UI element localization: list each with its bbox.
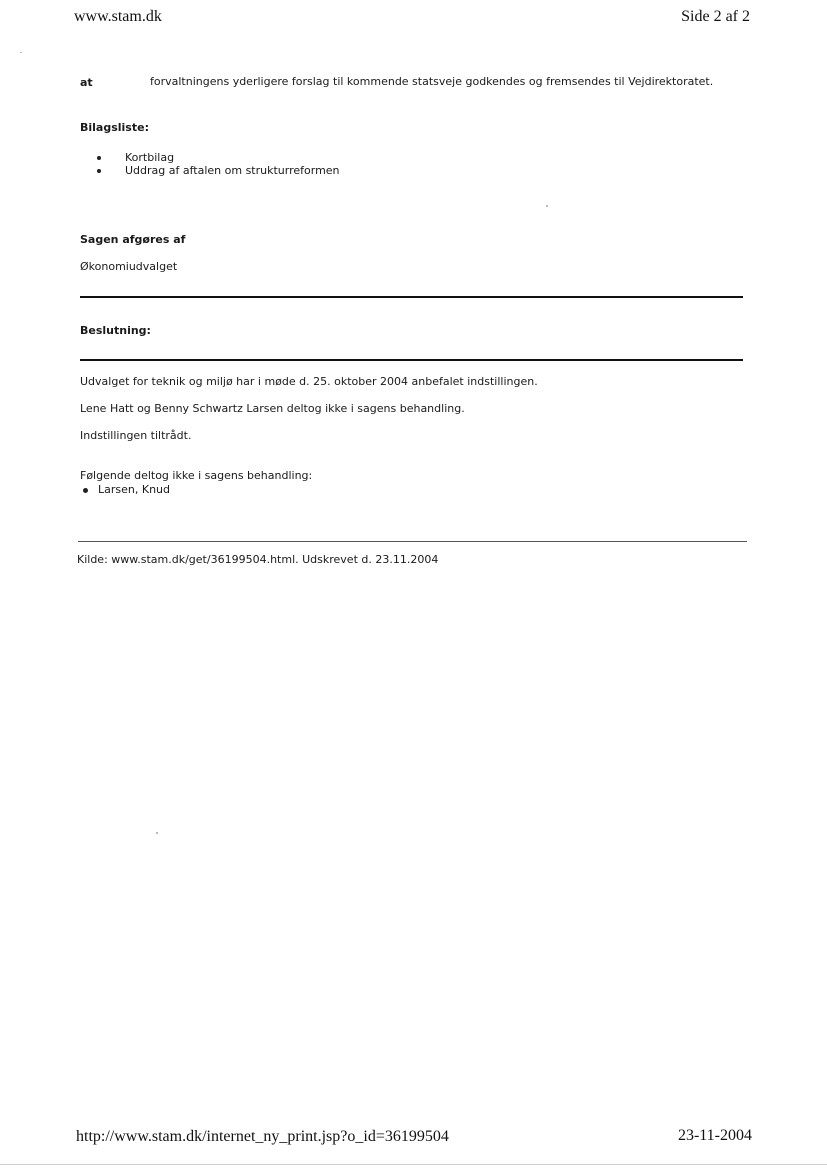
- decision-paragraph: Indstillingen tiltrådt.: [80, 429, 192, 442]
- absent-label: Følgende deltog ikke i sagens behandling:: [80, 469, 313, 482]
- bullet-icon: [97, 156, 101, 160]
- decided-by-value: Økonomiudvalget: [80, 260, 178, 273]
- section-divider: [80, 296, 743, 298]
- proposal-text: forvaltningens yderligere forslag til kommende statsveje godkendes og fremsendes til Vejdirektoratet.: [150, 75, 714, 88]
- decision-paragraph: Lene Hatt og Benny Schwartz Larsen deltog ikke i sagens behandling.: [80, 402, 465, 415]
- source-divider: [78, 541, 747, 542]
- bullet-icon: [97, 169, 101, 173]
- footer-date: 23-11-2004: [677, 1127, 752, 1144]
- bullet-icon: [83, 488, 88, 493]
- scan-speck: [156, 832, 158, 834]
- source-text: Kilde: www.stam.dk/get/36199504.html. Udskrevet d. 23.11.2004: [77, 553, 439, 566]
- footer-url: http://www.stam.dk/internet_ny_print.jsp?o_id=36199504: [76, 1128, 449, 1145]
- decision-heading: Beslutning:: [80, 324, 151, 337]
- header-site: www.stam.dk: [74, 8, 162, 25]
- scan-edge-line: [0, 1164, 827, 1165]
- scan-speck: [546, 205, 548, 207]
- scan-speck: [20, 52, 22, 53]
- proposal-label: at: [80, 76, 93, 89]
- decision-paragraph: Udvalget for teknik og miljø har i møde d. 25. oktober 2004 anbefalet indstillingen.: [80, 375, 538, 388]
- attachments-heading: Bilagsliste:: [80, 121, 149, 134]
- attachment-label: Kortbilag: [125, 151, 175, 164]
- section-divider: [80, 359, 743, 361]
- decided-by-heading: Sagen afgøres af: [80, 233, 186, 246]
- header-page-indicator: Side 2 af 2: [681, 8, 750, 25]
- attachment-label: Uddrag af aftalen om strukturreformen: [125, 164, 340, 177]
- absent-member-name: Larsen, Knud: [98, 483, 170, 496]
